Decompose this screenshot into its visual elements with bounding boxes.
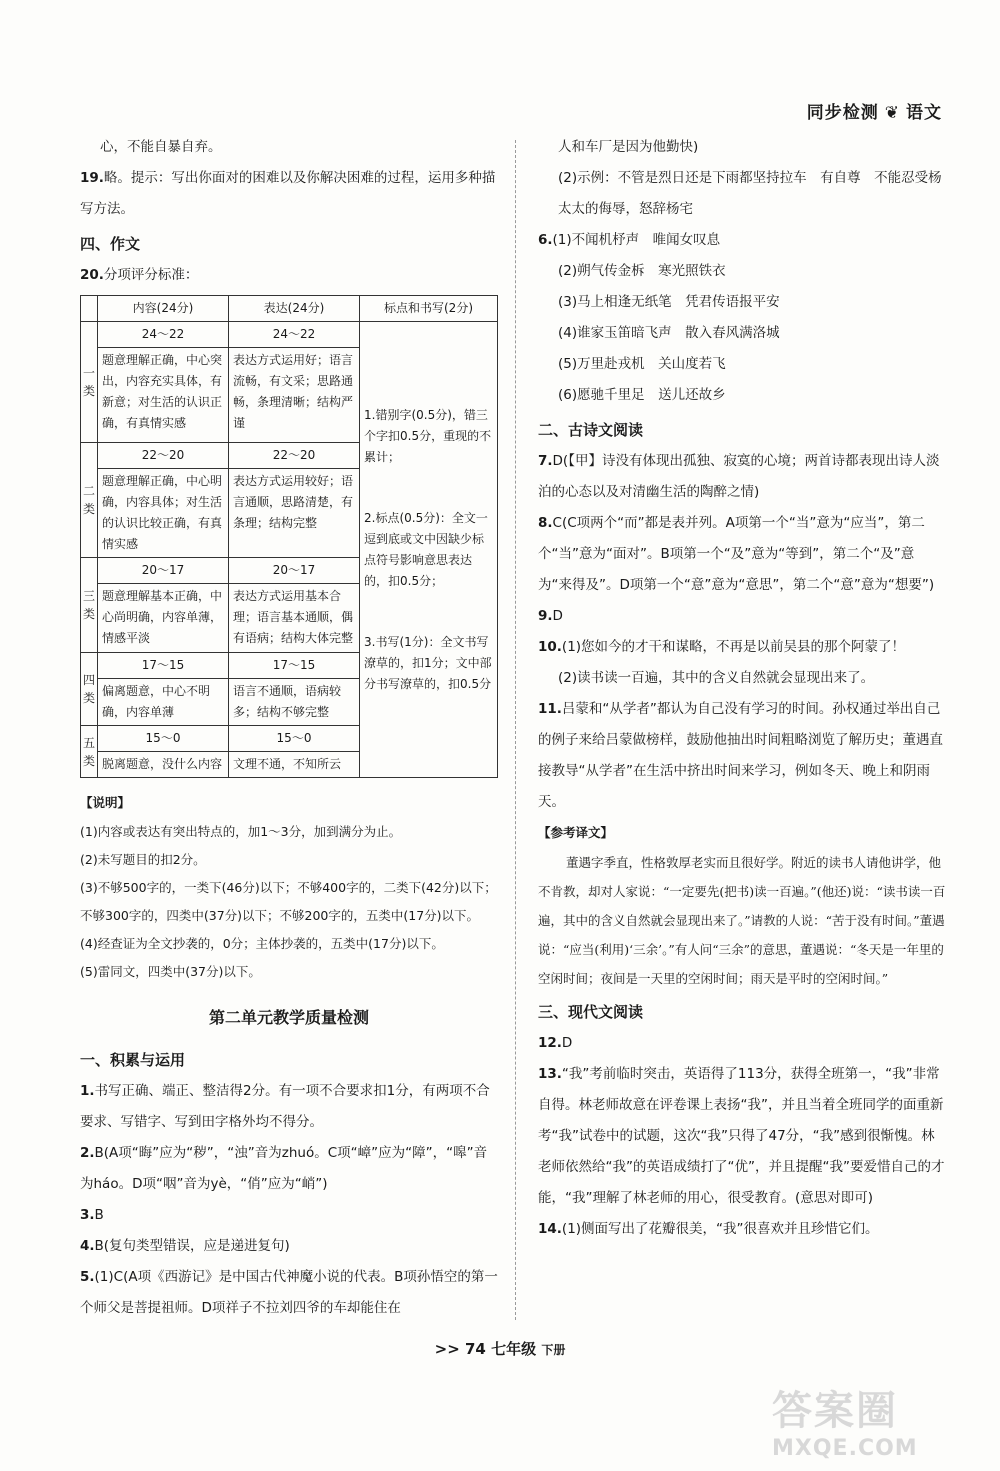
question-6: 6.(1)不闻机杼声 唯闻女叹息 [538,232,721,248]
question-4: 4.B(复句类型错误，应是递进复句) [80,1238,290,1254]
table-header-row [81,296,498,322]
score-range: 20～17 [229,558,360,584]
reference-translation-title: 【参考译文】 [538,825,614,840]
header-title: 同步检测 [806,103,879,123]
criteria-item: 3.书写(1分)：全文书写潦草的，扣1分；文中部分书写潦草的，扣0.5分 [364,634,492,691]
question-20: 20.分项评分标准： [80,267,199,283]
poem-line: (3)马上相逢无纸笔 凭君传语报平安 [558,294,780,310]
section-heading-modern: 三、现代文阅读 [538,1003,644,1021]
question-7: 7.D(【甲】诗没有体现出孤独、寂寞的心境；两首诗都表现出诗人淡泊的心态以及对清幽生活的陶醉之情) [538,453,940,500]
note-item: (3)不够500字的，一类下(46分)以下；不够400字的，二类下(42分)以下；不够300字的，四类中(37分)以下；不够200字的，五类中(17分)以下。 [80,880,497,923]
running-header [807,98,942,123]
criteria-cell: 脱离题意，没什么内容 [98,752,229,778]
page-number: 74 [465,1340,486,1358]
category-label: 一类 [81,322,98,443]
answer-5-2: (2)示例：不管是烈日还是下雨都坚持拉车 有自尊 不能忍受杨太太的侮辱，怒辞杨宅 [558,170,942,217]
poem-line: (4)谁家玉笛暗飞声 散入春风满洛城 [558,325,780,341]
score-range: 22～20 [98,443,229,469]
table-header-punctuation: 标点和书写(2分) [360,296,498,322]
note-item: (2)未写题目的扣2分。 [80,852,206,867]
note-item: (5)雷同文，四类中(37分)以下。 [80,964,261,979]
poem-line: (2)朔气传金柝 寒光照铁衣 [558,263,726,279]
question-13: 13.“我”考前临时突击，英语得了113分，获得全班第一，“我”非常自得。林老师故意在评卷课上表扬“我”，并且当着全班同学的面重新考“我”试卷中的试题，这次“我”只得了47分，“我”感到很惭愧。林老师依然给“我”的英语成绩打了“优”，并且提醒“我”要爱惜自己的才能，“我”理解了林老师的用心，很受教育。(意思对即可) [538,1066,945,1206]
question-14: 14.(1)侧面写出了花瓣很美，“我”很喜欢并且珍惜它们。 [538,1221,879,1237]
score-range: 24～22 [229,322,360,348]
table-corner [81,296,98,322]
criteria-cell: 表达方式运用好；语言流畅，有文采；思路通畅，条理清晰；结构严谨 [229,348,360,443]
watermark-url: MXQE.COM [772,1436,918,1461]
arrows-icon: >> [434,1340,460,1358]
note-item: (4)经查证为全文抄袭的，0分；主体抄袭的，五类中(17分)以下。 [80,936,444,951]
score-range: 20～17 [98,558,229,584]
criteria-cell: 题意理解正确，中心明确，内容具体；对生活的认识比较正确，有真情实感 [98,469,229,558]
scoring-table [80,295,498,778]
left-column [80,132,498,1324]
poem-line: (6)愿驰千里足 送儿还故乡 [558,387,726,403]
question-1: 1.书写正确、端正、整洁得2分。有一项不合要求扣1分，有两项不合要求、写错字、写到田字格外均不得分。 [80,1083,490,1130]
criteria-cell: 文理不通，不知所云 [229,752,360,778]
section-heading-classical: 二、古诗文阅读 [538,421,644,439]
criteria-cell: 偏离题意，中心不明确，内容单薄 [98,679,229,726]
question-11: 11.吕蒙和“从学者”都认为自己没有学习的时间。孙权通过举出自己的例子来给吕蒙做榜样，鼓励他抽出时间粗略浏览了解历史；董遇直接教导“从学者”在生活中挤出时间来学习，例如冬天、晚上和阴雨天。 [538,701,943,810]
continuation-text: 人和车厂是因为他勤快) [558,139,699,155]
score-range: 24～22 [98,322,229,348]
criteria-cell: 表达方式运用基本合理；语言基本通顺，偶有语病；结构大体完整 [229,584,360,653]
section-heading-composition: 四、作文 [80,235,141,253]
score-range: 15～0 [98,726,229,752]
category-label: 三类 [81,558,98,653]
criteria-item: 2.标点(0.5分)：全文一逗到底或文中因缺少标点符号影响意思表达的，扣0.5分； [364,510,488,588]
criteria-cell: 题意理解正确，中心突出，内容充实具体，有新意；对生活的认识正确，有真情实感 [98,348,229,443]
category-label: 四类 [81,653,98,726]
section-heading-accumulation: 一、积累与运用 [80,1051,186,1069]
score-range: 17～15 [98,653,229,679]
question-19: 19.略。提示：写出你面对的困难以及你解决困难的过程，运用多种描写方法。 [80,170,496,217]
watermark-text: 答案圈 [772,1388,898,1434]
answer-10-2: (2)读书读一百遍，其中的含义自然就会显现出来了。 [558,670,875,686]
category-label: 五类 [81,726,98,778]
category-label: 二类 [81,443,98,558]
criteria-cell: 表达方式运用较好；语言通顺，思路清楚，有条理；结构完整 [229,469,360,558]
note-item: (1)内容或表达有突出特点的，加1～3分，加到满分为止。 [80,824,402,839]
punctuation-criteria [360,322,498,778]
table-header-content: 内容(24分) [98,296,229,322]
score-range: 15～0 [229,726,360,752]
question-10: 10.(1)您如今的才干和谋略，不再是以前吴县的那个阿蒙了！ [538,639,906,655]
volume-label: 下册 [541,1343,566,1357]
table-header-expression: 表达(24分) [229,296,360,322]
watermark-logo [772,1379,952,1459]
poem-line: (5)万里赴戎机 关山度若飞 [558,356,726,372]
note-title: 【说明】 [80,795,131,810]
question-5: 5.(1)C(A项《西游记》是中国古代神魔小说的代表。B项孙悟空的第一个师父是菩提祖师。D项祥子不拉刘四爷的车却能住在 [80,1269,498,1316]
bullet-icon: ❦ [884,103,900,123]
page-footer [0,1338,1000,1359]
score-range: 17～15 [229,653,360,679]
column-divider [515,140,516,1320]
grade-label: 七年级 [491,1340,537,1358]
question-12: 12.D [538,1035,573,1051]
criteria-cell: 题意理解基本正确，中心尚明确，内容单薄，情感平淡 [98,584,229,653]
table-row [81,322,498,348]
right-column [538,132,948,1245]
question-9: 9.D [538,608,563,624]
header-subject: 语文 [906,103,942,123]
question-8: 8.C(C项两个“而”都是表并列。A项第一个“当”意为“应当”，第二个“当”意为“面对”。B项第一个“及”意为“等到”，第二个“及”意为“来得及”。D项第一个“意”意为“意思”，第二个“意”意为“想要”) [538,515,935,593]
question-2: 2.B(A项“晦”应为“秽”，“浊”音为zhuó。C项“嶂”应为“障”，“嗥”音为háo。D项“咽”音为yè，“俏”应为“峭”) [80,1145,488,1192]
continuation-text: 心，不能自暴自弃。 [100,139,222,155]
question-3: 3.B [80,1207,104,1223]
unit-title: 第二单元教学质量检测 [208,1008,369,1027]
reference-translation: 董遇字季直，性格敦厚老实而且很好学。附近的读书人请他讲学，他不肯教，却对人家说：“一定要先(把书)读一百遍。”(他还)说：“读书读一百遍，其中的含义自然就会显现出来了。”请教的人说：“苦于没有时间。”董遇说：“应当(利用)‘三余’。”有人问“三余”的意思，董遇说：“冬天是一年里的空闲时间；夜间是一天里的空闲时间；雨天是平时的空闲时间。” [538,855,946,986]
criteria-item: 1.错别字(0.5分)，错三个字扣0.5分，重现的不累计； [364,407,492,464]
criteria-cell: 语言不通顺，语病较多；结构不够完整 [229,679,360,726]
score-range: 22～20 [229,443,360,469]
